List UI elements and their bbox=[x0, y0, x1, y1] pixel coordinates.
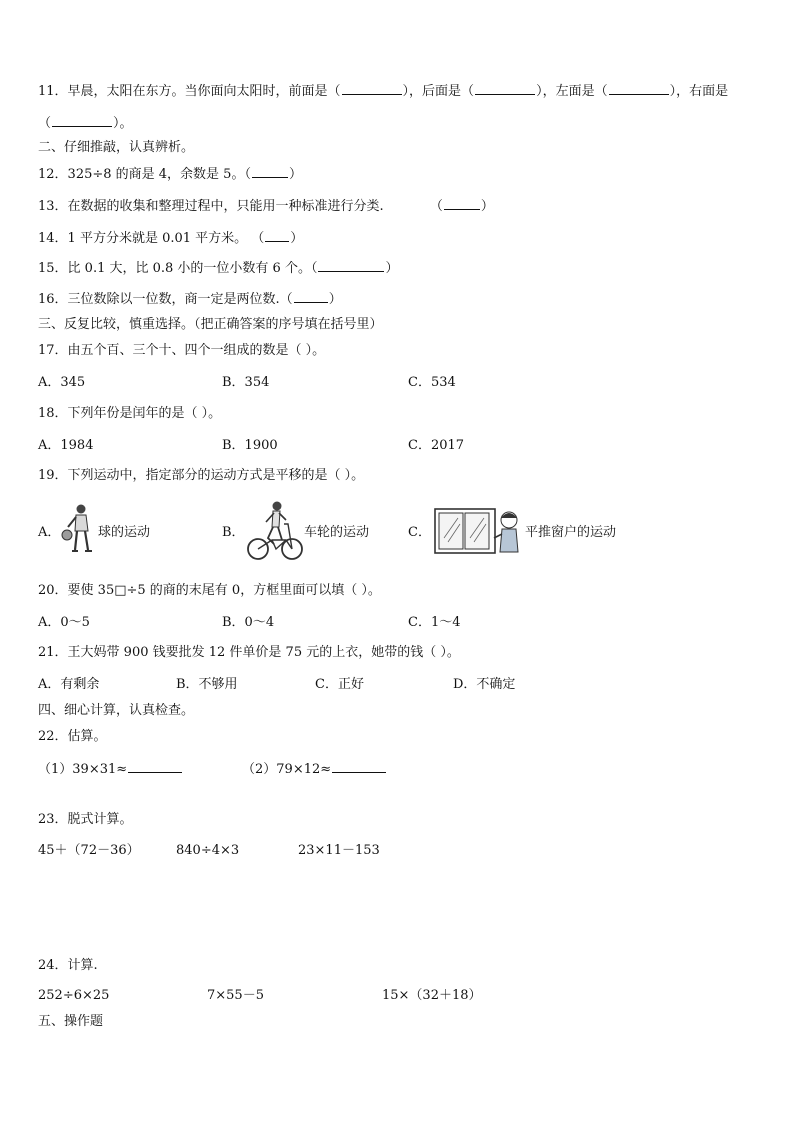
q19-option-c[interactable]: C． bbox=[408, 525, 431, 540]
q22-stem: 22．估算。 bbox=[38, 729, 107, 744]
answer-blank[interactable] bbox=[475, 82, 535, 95]
q22-part1: （1）39×31≈ bbox=[38, 760, 183, 779]
section-heading-5: 五、操作题 bbox=[38, 1014, 104, 1029]
window-push-illustration bbox=[434, 508, 524, 554]
ball-player-illustration bbox=[60, 503, 100, 553]
section-heading-4: 四、细心计算，认真检查。 bbox=[38, 703, 195, 718]
q23-expr-2: 840÷4×3 bbox=[176, 843, 240, 858]
answer-blank[interactable] bbox=[52, 114, 112, 127]
answer-blank[interactable] bbox=[444, 197, 480, 210]
q17-option-a[interactable]: A．345 bbox=[38, 375, 86, 390]
q19-option-b-text: 车轮的运动 bbox=[304, 525, 370, 540]
answer-blank[interactable] bbox=[332, 760, 386, 773]
q12: 12．325÷8 的商是 4，余数是 5。（ ） bbox=[38, 167, 302, 182]
q24-expr-2: 7×55－5 bbox=[207, 988, 264, 1003]
q13: 13．在数据的收集和整理过程中，只能用一种标准进行分类. （ ） bbox=[38, 199, 494, 214]
q21-option-a[interactable]: A．有剩余 bbox=[38, 677, 100, 692]
q20-option-b[interactable]: B．0～4 bbox=[222, 615, 275, 630]
answer-blank[interactable] bbox=[318, 259, 384, 272]
q20-option-a[interactable]: A．0～5 bbox=[38, 615, 90, 630]
q11-line1: 11．早晨，太阳在东方。当你面向太阳时，前面是（ ），后面是（ ），左面是（ ），右面是 bbox=[38, 84, 729, 99]
q23-expr-1: 45＋（72－36） bbox=[38, 843, 140, 858]
bicycle-rider-illustration bbox=[246, 500, 304, 562]
q18-option-b[interactable]: B．1900 bbox=[222, 438, 278, 453]
q11-line2: （ ）。 bbox=[38, 116, 133, 131]
q17-option-c[interactable]: C．534 bbox=[408, 375, 456, 390]
section-heading-3: 三、反复比较，慎重选择。（把正确答案的序号填在括号里） bbox=[38, 317, 383, 332]
answer-blank[interactable] bbox=[265, 229, 289, 242]
q16: 16．三位数除以一位数，商一定是两位数.（ ） bbox=[38, 292, 342, 307]
q14: 14．1 平方分米就是 0.01 平方米。 （ ） bbox=[38, 231, 304, 246]
answer-blank[interactable] bbox=[252, 165, 288, 178]
q24-expr-3: 15×（32＋18） bbox=[382, 988, 482, 1003]
q18-option-a[interactable]: A．1984 bbox=[38, 438, 94, 453]
q21-option-b[interactable]: B．不够用 bbox=[176, 677, 238, 692]
q24-stem: 24．计算. bbox=[38, 958, 98, 973]
answer-blank[interactable] bbox=[342, 82, 402, 95]
q17-option-b[interactable]: B．354 bbox=[222, 375, 270, 390]
q17-stem: 17．由五个百、三个十、四个一组成的数是（ ）。 bbox=[38, 343, 326, 358]
q18-stem: 18．下列年份是闰年的是（ ）。 bbox=[38, 406, 222, 421]
answer-blank[interactable] bbox=[294, 290, 328, 303]
q20-option-c[interactable]: C．1～4 bbox=[408, 615, 461, 630]
q19-option-a-text: 球的运动 bbox=[98, 525, 151, 540]
q19-option-c-text: 平推窗户的运动 bbox=[525, 525, 617, 540]
answer-blank[interactable] bbox=[128, 760, 182, 773]
q19-option-a[interactable]: A． bbox=[38, 525, 61, 540]
q19-option-b[interactable]: B． bbox=[222, 525, 245, 540]
q21-option-d[interactable]: D．不确定 bbox=[453, 677, 516, 692]
q18-option-c[interactable]: C．2017 bbox=[408, 438, 465, 453]
q21-option-c[interactable]: C．正好 bbox=[315, 677, 364, 692]
q24-expr-1: 252÷6×25 bbox=[38, 988, 110, 1003]
q23-expr-3: 23×11－153 bbox=[298, 843, 380, 858]
q22-part2: （2）79×12≈ bbox=[242, 760, 387, 779]
q15: 15．比 0.1 大，比 0.8 小的一位小数有 6 个。（ ） bbox=[38, 261, 399, 276]
q19-stem: 19．下列运动中，指定部分的运动方式是平移的是（ ）。 bbox=[38, 468, 365, 483]
answer-blank[interactable] bbox=[609, 82, 669, 95]
q23-stem: 23．脱式计算。 bbox=[38, 812, 133, 827]
section-heading-2: 二、仔细推敲，认真辨析。 bbox=[38, 140, 195, 155]
q21-stem: 21．王大妈带 900 钱要批发 12 件单价是 75 元的上衣，她带的钱（ ）。 bbox=[38, 645, 460, 660]
q20-stem: 20．要使 35□÷5 的商的末尾有 0，方框里面可以填（ ）。 bbox=[38, 583, 381, 598]
